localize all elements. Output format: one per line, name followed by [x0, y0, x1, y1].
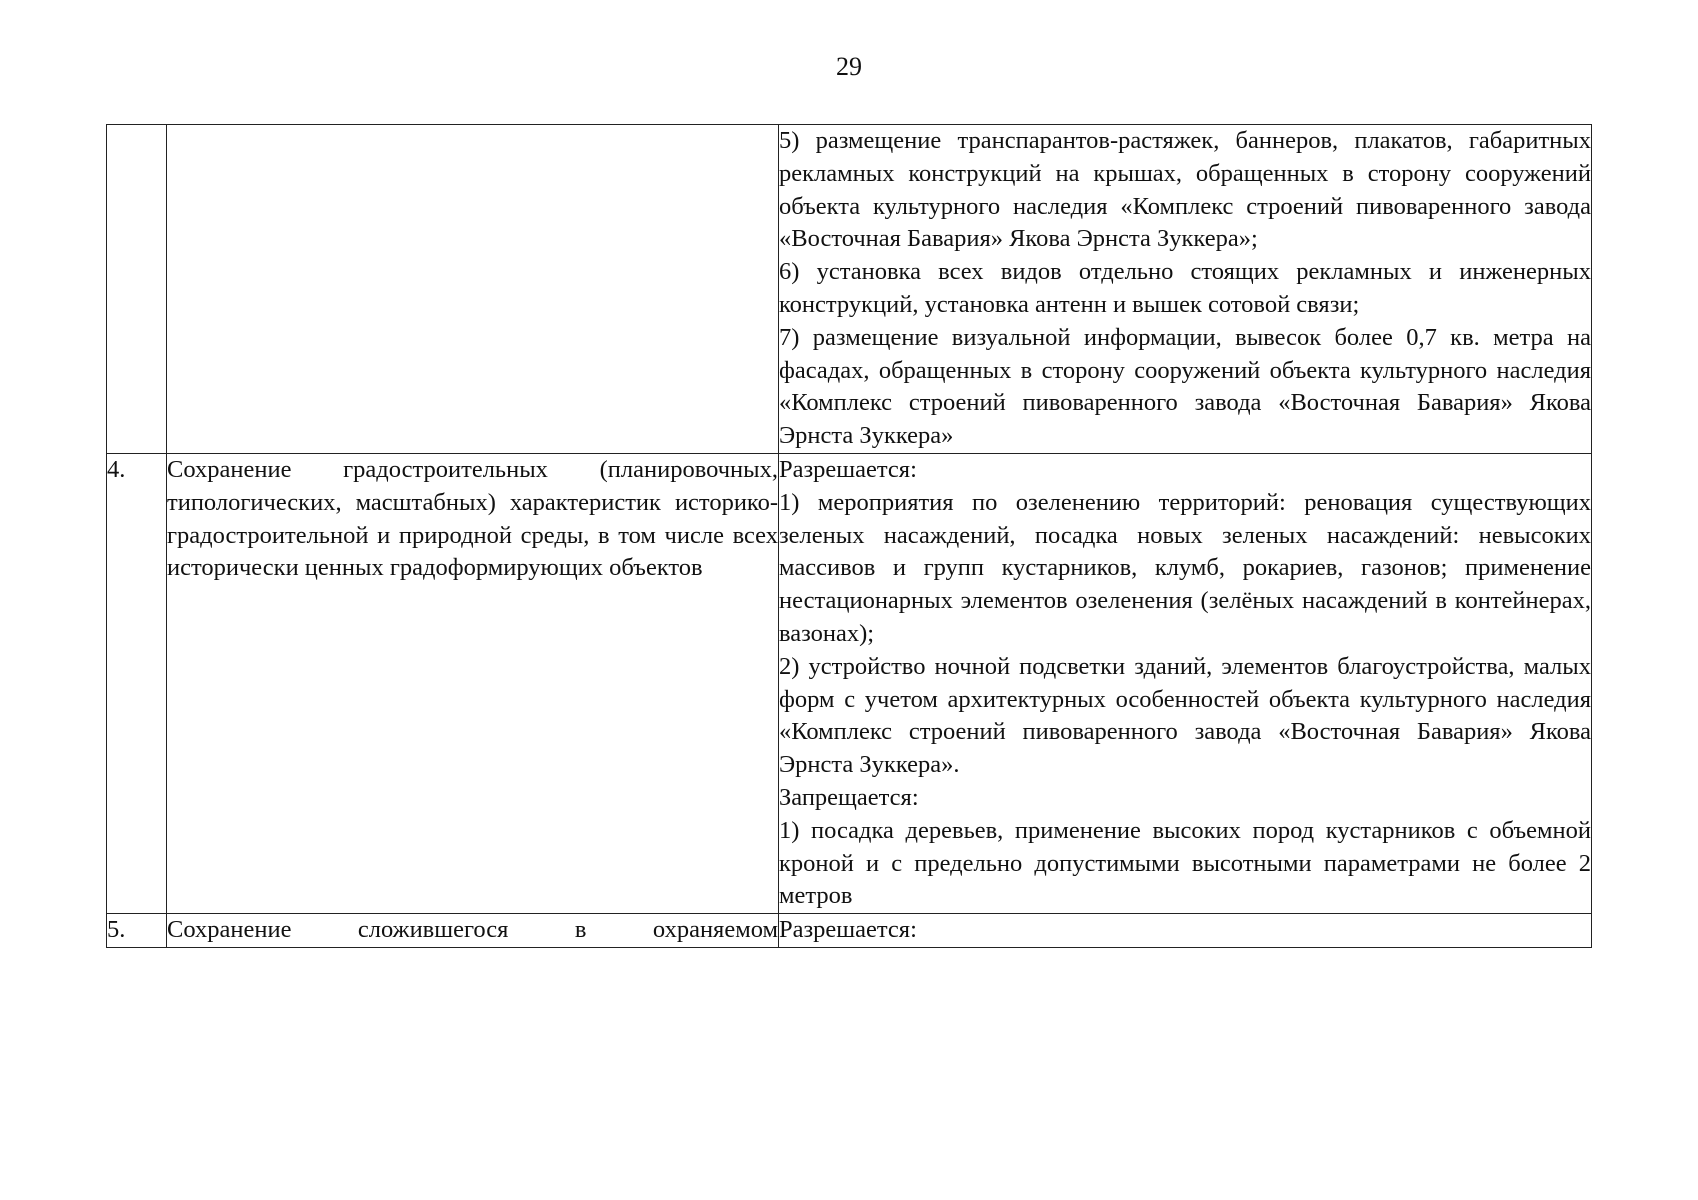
rule-paragraph: 6) установка всех видов отдельно стоящих рекламных и инженерных конструкций, установка антенн и вышек сотовой связи; — [779, 258, 1591, 318]
row-description — [167, 914, 779, 948]
table-row — [107, 453, 1592, 913]
table-row — [107, 125, 1592, 454]
row-number: 5. — [107, 914, 167, 948]
rule-paragraph: 1) мероприятия по озеленению территорий: реновация существующих зеленых насаждений, посадка новых зеленых насаждений: невысоких массивов и групп кустарников, клумб, рокариев, газонов; применение нестационарных элементов озеленения (зелёных насаждений в контейнерах, вазонах); — [779, 488, 1591, 647]
regulations-table — [106, 124, 1592, 948]
row-rules — [779, 125, 1592, 454]
rule-paragraph: 1) посадка деревьев, применение высоких пород кустарников с объемной кроной и с предельно допустимыми высотными параметрами не более 2 метров — [779, 816, 1591, 910]
permission-heading: Разрешается: — [779, 916, 917, 944]
page-number: 29 — [836, 52, 862, 81]
row-rules — [779, 453, 1592, 913]
table-row — [107, 914, 1592, 948]
rule-paragraph: 2) устройство ночной подсветки зданий, элементов благоустройства, малых форм с учетом архитектурных особенностей объекта культурного наследия «Комплекс строений пивоваренного завода «Восточная Бавария» Якова Эрнста Зуккера». — [779, 652, 1591, 779]
row-description-text: Сохранение сложившегося в охраняемом — [167, 916, 778, 944]
row-description — [167, 125, 779, 454]
row-number: 4. — [107, 453, 167, 913]
rule-paragraph: 7) размещение визуальной информации, вывесок более 0,7 кв. метра на фасадах, обращенных в сторону сооружений объекта культурного наследия «Комплекс строений пивоваренного завода «Восточная Бавария» Якова Эрнста Зуккера» — [779, 323, 1591, 450]
row-number — [107, 125, 167, 454]
row-description: Сохранение градостроительных (планировочных, типологических, масштабных) характеристик историко-градостроительной и природной среды, в том числе всех исторически ценных градоформирующих объектов — [167, 453, 779, 913]
rule-paragraph: 5) размещение транспарантов-растяжек, баннеров, плакатов, габаритных рекламных конструкций на крышах, обращенных в сторону сооружений объекта культурного наследия «Комплекс строений пивоваренного завода «Восточная Бавария» Якова Эрнста Зуккера»; — [779, 127, 1591, 253]
row-rules — [779, 914, 1592, 948]
prohibition-heading: Запрещается: — [779, 783, 919, 811]
permission-heading: Разрешается: — [779, 455, 917, 483]
